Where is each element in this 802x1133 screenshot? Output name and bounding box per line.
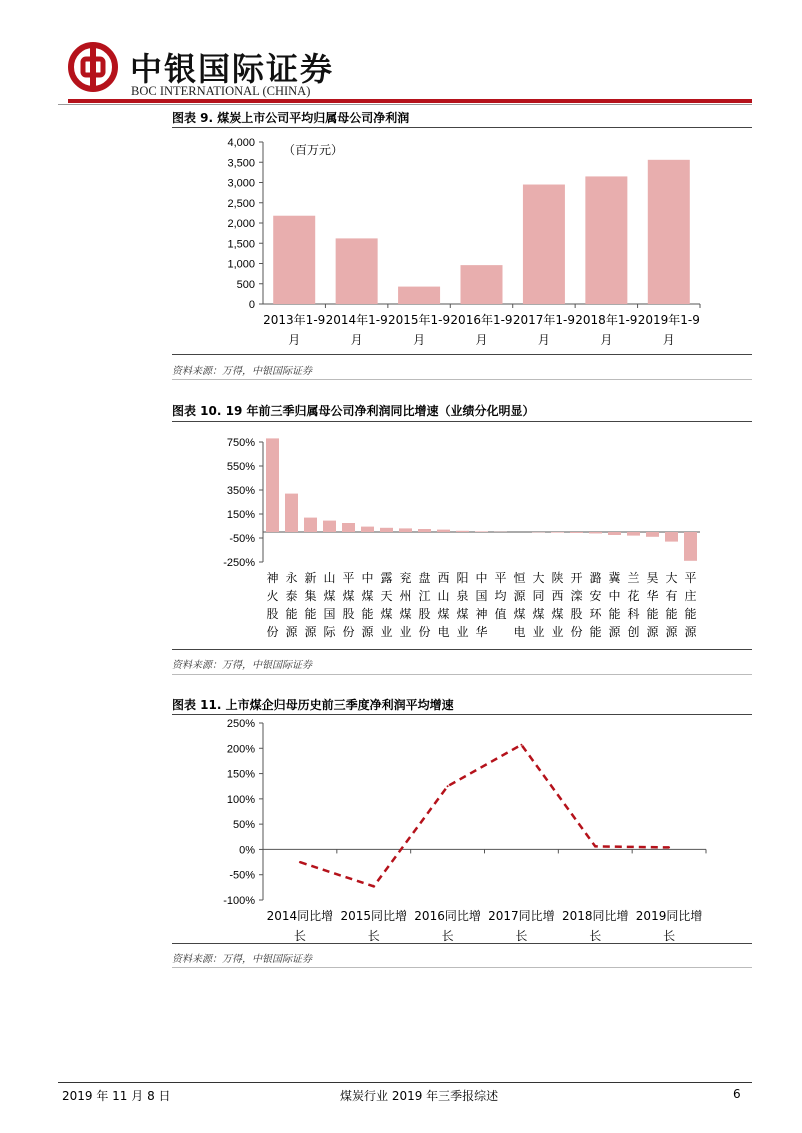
- figure10-source-rule: [172, 674, 752, 675]
- fig10-x-label-char: 中: [475, 571, 488, 585]
- fig10-bar: [646, 532, 659, 537]
- fig11-y-tick-label: 100%: [226, 793, 255, 806]
- fig9-x-label-line1: 2017年1-9: [512, 313, 575, 327]
- fig9-y-tick-label: 1,500: [227, 238, 255, 251]
- fig10-x-label-char: 天: [380, 589, 393, 603]
- fig10-y-tick-label: -250%: [223, 557, 255, 569]
- fig10-x-label-char: 股: [570, 607, 583, 621]
- fig10-x-label-char: 煤: [456, 607, 469, 621]
- fig9-x-label-line1: 2019年1-9: [637, 313, 700, 327]
- figure10-bottom-rule: [172, 649, 752, 650]
- brand-name-cn: 中银国际证券: [130, 50, 335, 88]
- fig10-x-label-char: 业: [551, 625, 564, 639]
- figure9-top-rule: [172, 127, 752, 128]
- fig10-bar: [456, 531, 469, 532]
- fig10-x-label-char: 大: [665, 571, 678, 585]
- fig11-point: [299, 861, 301, 863]
- brand-name-en: BOC INTERNATIONAL (CHINA): [131, 84, 311, 98]
- fig10-x-label-char: 煤: [532, 607, 545, 621]
- fig10-x-label-char: 源: [513, 589, 526, 603]
- fig10-x-label-char: 中: [361, 571, 374, 585]
- fig10-bar: [608, 532, 621, 535]
- fig10-x-label-char: 份: [418, 625, 431, 639]
- fig11-x-label-line1: 2015同比增: [340, 909, 408, 923]
- fig9-y-tick-label: 500: [236, 278, 255, 291]
- fig11-y-tick-label: 250%: [226, 718, 255, 730]
- fig11-x-label-line2: 长: [515, 929, 528, 943]
- fig11-series-line: [300, 745, 669, 887]
- fig10-bar: [437, 530, 450, 532]
- fig10-x-label-char: 花: [627, 589, 640, 603]
- fig10-x-label-char: 电: [437, 625, 450, 639]
- fig9-y-tick-label: 4,000: [227, 137, 255, 149]
- fig11-y-tick-label: -100%: [223, 895, 255, 907]
- fig10-x-label-char: 源: [285, 625, 298, 639]
- fig9-y-tick-label: 0: [248, 299, 255, 311]
- fig10-y-tick-label: -50%: [229, 533, 255, 545]
- fig11-x-label-line1: 2018同比增: [561, 909, 629, 923]
- fig10-x-label-char: 西: [437, 571, 450, 585]
- fig10-x-label-char: 恒: [513, 571, 526, 585]
- fig9-bar: [523, 185, 565, 304]
- footer-doc-title: 煤炭行业 2019 年三季报综述: [340, 1089, 499, 1103]
- fig11-x-label-line2: 长: [441, 929, 454, 943]
- fig10-x-label-char: 山: [437, 589, 450, 603]
- fig10-x-label-char: 昊: [646, 571, 659, 585]
- fig10-x-label-char: 露: [380, 571, 393, 585]
- fig10-bar: [361, 527, 374, 532]
- fig10-x-label-char: 开: [570, 571, 583, 585]
- figure10-source: 资料来源：万得，中银国际证券: [172, 660, 312, 671]
- fig10-bar: [589, 532, 602, 533]
- fig10-x-label-char: 创: [627, 625, 640, 639]
- fig10-x-label-char: 兖: [399, 571, 412, 585]
- fig10-y-tick-label: 550%: [226, 461, 255, 473]
- fig10-x-label-char: 股: [342, 607, 355, 621]
- fig10-x-label-char: 均: [494, 589, 507, 603]
- fig10-x-label-char: 神: [266, 571, 279, 585]
- fig9-x-label-line2: 月: [662, 333, 675, 347]
- fig11-point: [447, 785, 449, 787]
- fig10-x-label-char: 江: [418, 589, 431, 603]
- fig10-x-label-char: 煤: [513, 607, 526, 621]
- figure9-source: 资料来源：万得，中银国际证券: [172, 366, 312, 377]
- fig11-x-label-line1: 2019同比增: [635, 909, 703, 923]
- fig10-x-label-char: 源: [304, 625, 317, 639]
- fig10-bar: [323, 521, 336, 532]
- figure11-source-rule: [172, 967, 752, 968]
- fig10-x-label-char: 华: [646, 589, 659, 603]
- fig10-x-label-char: 中: [608, 589, 621, 603]
- figure11-source: 资料来源：万得，中银国际证券: [172, 954, 312, 965]
- fig9-bar: [648, 160, 690, 304]
- fig10-x-label-char: 庄: [684, 589, 697, 603]
- fig10-bar: [380, 528, 393, 532]
- figure9-source-rule: [172, 379, 752, 380]
- fig11-x-label-line2: 长: [663, 929, 676, 943]
- footer-rule: [58, 1082, 752, 1083]
- fig10-x-label-char: 能: [304, 607, 317, 621]
- fig10-x-label-char: 新: [304, 571, 317, 585]
- figure11-chart: [180, 716, 740, 946]
- fig10-x-label-char: 股: [418, 607, 431, 621]
- fig10-x-label-char: 源: [608, 625, 621, 639]
- header-rule: [68, 99, 752, 103]
- figure9-chart: [180, 130, 740, 360]
- footer-page-number: 6: [733, 1087, 741, 1101]
- fig11-y-tick-label: 0%: [239, 844, 255, 857]
- fig10-x-label-char: 业: [456, 625, 469, 639]
- fig10-x-label-char: 能: [646, 607, 659, 621]
- fig10-x-label-char: 能: [361, 607, 374, 621]
- fig10-x-label-char: 环: [589, 607, 602, 621]
- fig10-bar: [418, 529, 431, 532]
- fig10-bar: [627, 532, 640, 536]
- fig10-y-tick-label: 750%: [226, 437, 255, 449]
- header-rule-thin: [58, 104, 752, 105]
- fig11-x-label-line2: 长: [293, 929, 306, 943]
- fig11-x-label-line1: 2014同比增: [266, 909, 334, 923]
- fig10-x-label-char: 有: [665, 589, 678, 603]
- fig10-x-label-char: 国: [323, 607, 336, 621]
- fig10-bar: [551, 532, 564, 533]
- figure10-title: 图表 10. 19 年前三季归属母公司净利润同比增速（业绩分化明显）: [172, 404, 535, 418]
- fig9-x-label-line2: 月: [600, 333, 613, 347]
- fig9-y-tick-label: 1,000: [227, 258, 255, 271]
- fig10-x-label-char: 平: [494, 571, 507, 585]
- figure10-top-rule: [172, 421, 752, 422]
- fig10-x-label-char: 阳: [456, 571, 469, 585]
- fig10-bar: [266, 438, 279, 532]
- fig11-x-label-line2: 长: [589, 929, 602, 943]
- fig11-point: [373, 885, 375, 887]
- footer-date: 2019 年 11 月 8 日: [62, 1089, 171, 1103]
- fig10-x-label-char: 煤: [342, 589, 355, 603]
- fig10-bar: [684, 532, 697, 561]
- fig10-bar: [475, 531, 488, 532]
- fig10-x-label-char: 煤: [551, 607, 564, 621]
- fig10-x-label-char: 冀: [608, 571, 621, 585]
- fig10-bar: [304, 518, 317, 532]
- fig10-x-label-char: 大: [532, 571, 545, 585]
- fig10-x-label-char: 电: [513, 625, 526, 639]
- fig10-x-label-char: 能: [285, 607, 298, 621]
- fig10-x-label-char: 份: [342, 625, 355, 639]
- fig11-y-tick-label: 50%: [232, 819, 255, 832]
- fig10-x-label-char: 永: [285, 571, 298, 585]
- fig10-x-label-char: 业: [532, 625, 545, 639]
- fig10-x-label-char: 源: [665, 625, 678, 639]
- fig10-bar: [399, 528, 412, 532]
- fig9-bar: [461, 265, 503, 304]
- fig10-x-label-char: 陕: [551, 571, 564, 585]
- fig10-x-label-char: 能: [589, 625, 602, 639]
- fig10-x-label-char: 山: [323, 571, 336, 585]
- fig10-x-label-char: 潞: [589, 571, 602, 585]
- fig9-y-tick-label: 3,000: [227, 177, 255, 190]
- fig9-x-label-line2: 月: [413, 333, 426, 347]
- figure11-bottom-rule: [172, 943, 752, 944]
- fig9-bar: [336, 238, 378, 304]
- fig11-y-tick-label: 150%: [226, 768, 255, 781]
- fig10-x-label-char: 兰: [627, 571, 640, 585]
- fig11-y-tick-label: 200%: [226, 743, 255, 756]
- figure11-title: 图表 11. 上市煤企归母历史前三季度净利润平均增速: [172, 698, 454, 712]
- fig10-x-label-char: 盘: [418, 571, 431, 585]
- figure10-chart: [180, 428, 740, 648]
- fig10-x-label-char: 份: [570, 625, 583, 639]
- fig10-x-label-char: 科: [627, 607, 640, 621]
- fig10-x-label-char: 泰: [285, 589, 298, 603]
- fig10-x-label-char: 煤: [361, 589, 374, 603]
- fig11-point: [668, 846, 670, 848]
- figure11-top-rule: [172, 714, 752, 715]
- fig11-x-label-line1: 2016同比增: [414, 909, 481, 923]
- fig9-x-label-line1: 2015年1-9: [388, 313, 451, 327]
- fig10-x-label-char: 火: [266, 589, 279, 603]
- fig10-x-label-char: 煤: [380, 607, 393, 621]
- fig10-x-label-char: 股: [266, 607, 279, 621]
- fig10-x-label-char: 煤: [437, 607, 450, 621]
- fig10-x-label-char: 华: [475, 625, 488, 639]
- fig10-x-label-char: 值: [494, 607, 507, 621]
- fig10-y-tick-label: 350%: [226, 485, 255, 497]
- fig10-x-label-char: 泉: [456, 589, 469, 603]
- fig10-x-label-char: 能: [665, 607, 678, 621]
- fig10-y-tick-label: 150%: [226, 509, 255, 521]
- fig10-x-label-char: 能: [684, 607, 697, 621]
- fig10-bar: [665, 532, 678, 542]
- fig11-point: [520, 744, 522, 746]
- fig9-y-tick-label: 2,500: [227, 197, 255, 210]
- fig10-x-label-char: 同: [532, 589, 545, 603]
- fig9-x-label-line1: 2016年1-9: [450, 313, 513, 327]
- fig9-x-label-line2: 月: [288, 333, 301, 347]
- fig10-x-label-char: 神: [475, 607, 488, 621]
- fig11-x-label-line2: 长: [367, 929, 380, 943]
- fig10-x-label-char: 国: [475, 589, 488, 603]
- fig11-point: [594, 845, 596, 847]
- fig9-bar: [585, 176, 627, 304]
- fig10-bar: [285, 494, 298, 532]
- fig10-bar: [342, 523, 355, 532]
- fig9-bar: [273, 216, 315, 304]
- fig9-x-label-line1: 2014年1-9: [325, 313, 388, 327]
- fig10-x-label-char: 业: [399, 625, 412, 639]
- figure9-title: 图表 9. 煤炭上市公司平均归属母公司净利润: [172, 111, 410, 125]
- fig10-x-label-char: 煤: [323, 589, 336, 603]
- fig10-x-label-char: 能: [608, 607, 621, 621]
- fig10-bar: [570, 532, 583, 533]
- fig10-x-label-char: 安: [589, 589, 602, 603]
- fig10-x-label-char: 源: [646, 625, 659, 639]
- fig9-bar: [398, 287, 440, 304]
- fig10-x-label-char: 集: [304, 589, 317, 603]
- fig10-x-label-char: 源: [684, 625, 697, 639]
- fig10-x-label-char: 平: [684, 571, 697, 585]
- fig10-x-label-char: 业: [380, 625, 393, 639]
- fig10-x-label-char: 煤: [399, 607, 412, 621]
- boc-logo-icon: [68, 42, 118, 92]
- fig9-y-tick-label: 3,500: [227, 157, 255, 170]
- fig10-x-label-char: 际: [323, 625, 336, 639]
- fig10-x-label-char: 源: [361, 625, 374, 639]
- fig11-x-label-line1: 2017同比增: [488, 909, 555, 923]
- fig9-x-label-line2: 月: [475, 333, 488, 347]
- figure9-bottom-rule: [172, 354, 752, 355]
- fig10-x-label-char: 份: [266, 625, 279, 639]
- fig10-x-label-char: 滦: [570, 589, 583, 603]
- fig9-unit-label: （百万元）: [283, 143, 344, 157]
- fig9-x-label-line1: 2013年1-9: [263, 313, 326, 327]
- fig10-x-label-char: 西: [551, 589, 564, 603]
- fig9-x-label-line2: 月: [537, 333, 550, 347]
- fig9-y-tick-label: 2,000: [227, 218, 255, 230]
- fig11-y-tick-label: -50%: [229, 869, 255, 882]
- fig9-x-label-line1: 2018年1-9: [575, 313, 638, 327]
- fig10-x-label-char: 平: [342, 571, 355, 585]
- fig10-x-label-char: 州: [399, 589, 412, 603]
- fig9-x-label-line2: 月: [350, 333, 363, 347]
